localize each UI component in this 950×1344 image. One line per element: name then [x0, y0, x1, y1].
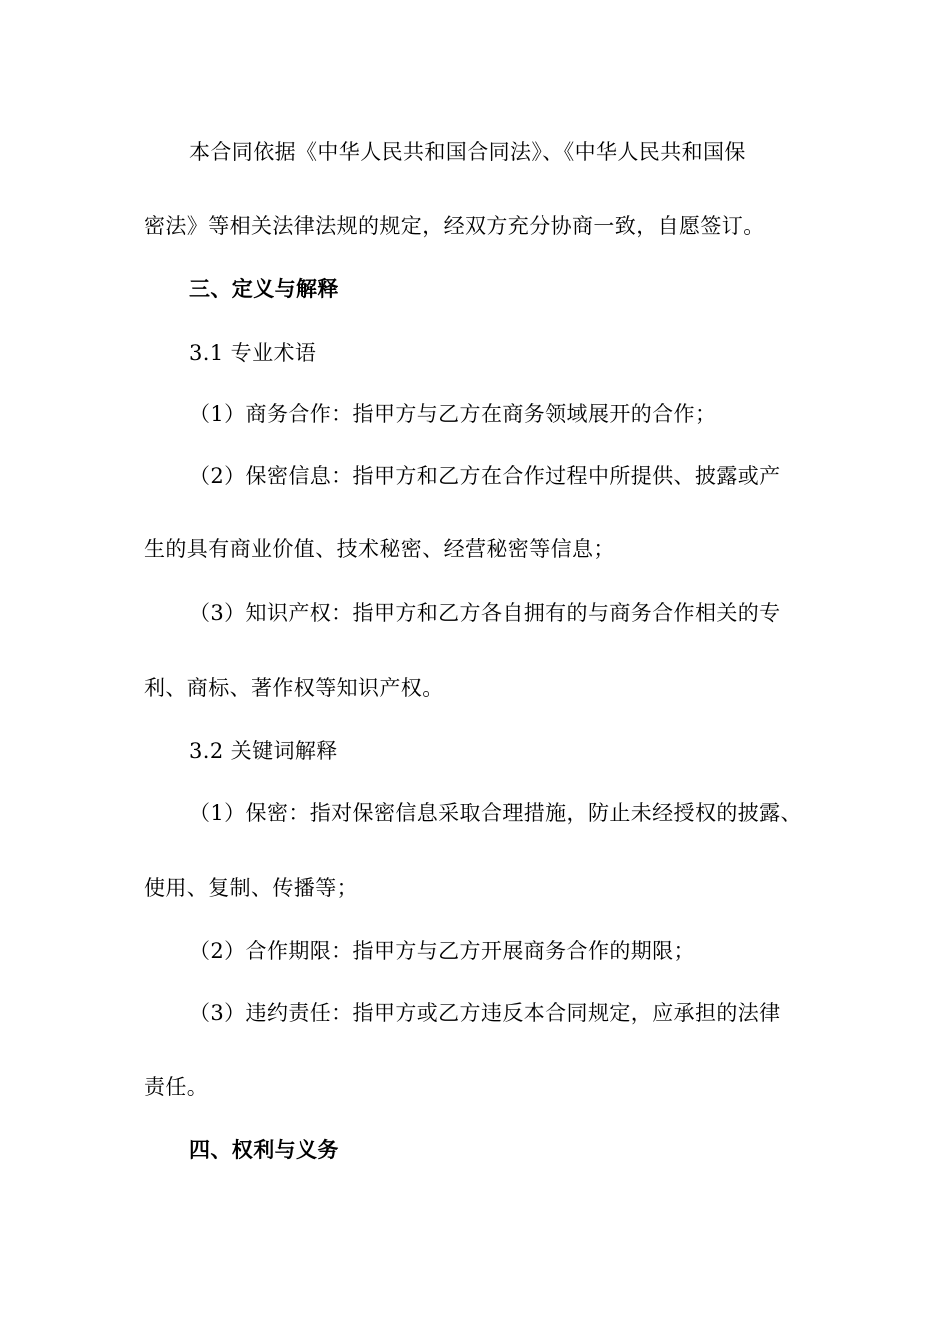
keyword-3-line-2: 责任。 [144, 1075, 209, 1099]
term-3-line-1: （3）知识产权：指甲方和乙方各自拥有的与商务合作相关的专 [189, 601, 781, 625]
basis-paragraph-line-1: 本合同依据《中华人民共和国合同法》、《中华人民共和国保 [189, 140, 746, 164]
keyword-1-line-1: （1）保密：指对保密信息采取合理措施，防止未经授权的披露、 [189, 801, 802, 825]
section-3-heading: 三、定义与解释 [189, 276, 339, 301]
basis-paragraph-line-2: 密法》等相关法律法规的规定，经双方充分协商一致，自愿签订。 [144, 214, 765, 238]
subsection-3-2-title: 3.2 关键词解释 [189, 739, 338, 763]
term-1-business-cooperation: （1）商务合作：指甲方与乙方在商务领域展开的合作； [189, 402, 717, 426]
keyword-1-line-2: 使用、复制、传播等； [144, 876, 358, 900]
term-2-line-1: （2）保密信息：指甲方和乙方在合作过程中所提供、披露或产 [189, 464, 781, 488]
keyword-3-line-1: （3）违约责任：指甲方或乙方违反本合同规定，应承担的法律 [189, 1001, 781, 1025]
subsection-3-1-title: 3.1 专业术语 [189, 341, 317, 365]
keyword-2-cooperation-term: （2）合作期限：指甲方与乙方开展商务合作的期限； [189, 939, 695, 963]
section-4-heading: 四、权利与义务 [189, 1137, 339, 1162]
term-3-line-2: 利、商标、著作权等知识产权。 [144, 676, 444, 700]
term-2-line-2: 生的具有商业价值、技术秘密、经营秘密等信息； [144, 537, 615, 561]
